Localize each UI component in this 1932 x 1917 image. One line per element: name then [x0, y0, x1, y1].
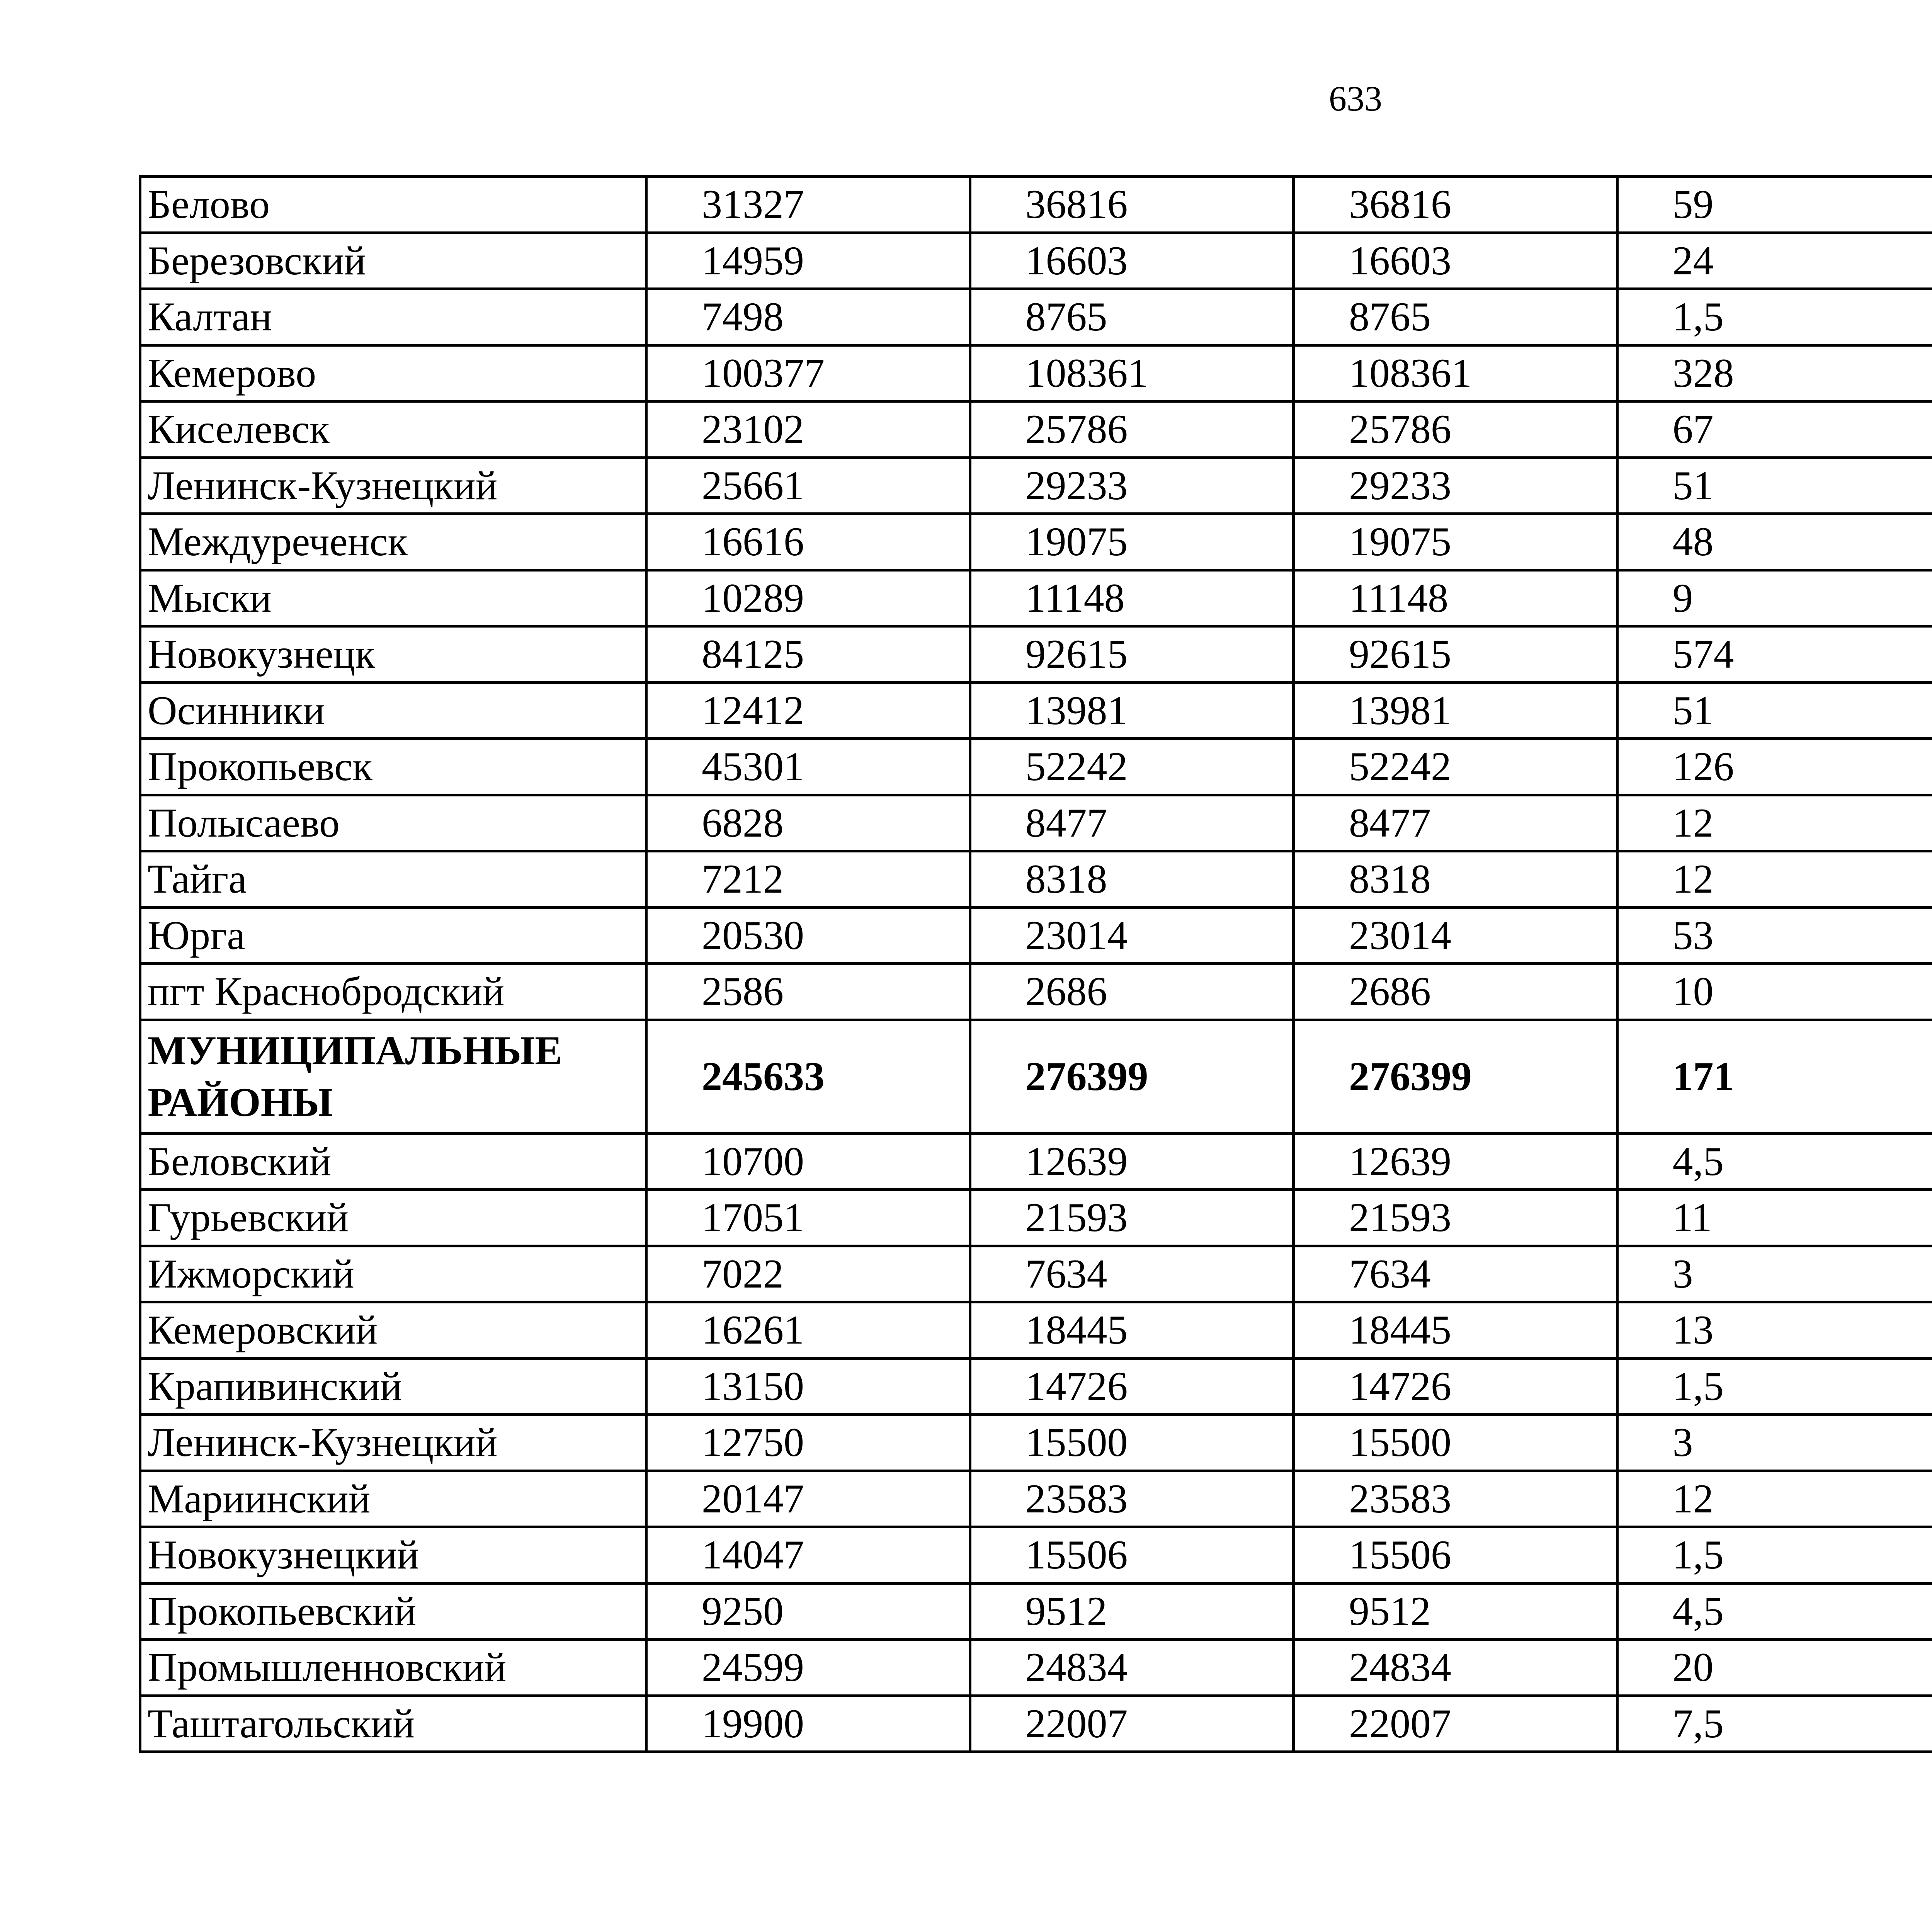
value-cell: 24	[1617, 233, 1932, 289]
row-label: Калтан	[140, 289, 646, 345]
row-label: Тайга	[140, 851, 646, 908]
value-cell: 16616	[646, 514, 970, 570]
value-cell: 14959	[646, 233, 970, 289]
value-cell: 9250	[646, 1583, 970, 1640]
value-cell: 67	[1617, 401, 1932, 458]
value-cell: 10700	[646, 1133, 970, 1190]
value-cell: 17051	[646, 1190, 970, 1246]
value-cell: 16261	[646, 1302, 970, 1359]
value-cell: 7,5	[1617, 1696, 1932, 1752]
value-cell: 13150	[646, 1358, 970, 1415]
value-cell: 52242	[970, 739, 1294, 795]
value-cell: 23583	[970, 1471, 1294, 1527]
value-cell: 171	[1617, 1020, 1932, 1133]
row-label: Кемеровский	[140, 1302, 646, 1359]
value-cell: 23014	[1294, 907, 1617, 964]
value-cell: 13981	[1294, 682, 1617, 739]
value-cell: 12	[1617, 795, 1932, 851]
page-number: 633	[1329, 79, 1382, 118]
value-cell: 22007	[970, 1696, 1294, 1752]
row-label: Ленинск-Кузнецкий	[140, 458, 646, 514]
row-label: пгт Краснобродский	[140, 964, 646, 1020]
value-cell: 24834	[1294, 1640, 1617, 1696]
value-cell: 23102	[646, 401, 970, 458]
value-cell: 16603	[970, 233, 1294, 289]
value-cell: 21593	[970, 1190, 1294, 1246]
row-label: Промышленновский	[140, 1640, 646, 1696]
value-cell: 12750	[646, 1415, 970, 1471]
value-cell: 108361	[1294, 345, 1617, 401]
value-cell: 24599	[646, 1640, 970, 1696]
value-cell: 3	[1617, 1415, 1932, 1471]
value-cell: 29233	[970, 458, 1294, 514]
row-label: Беловский	[140, 1133, 646, 1190]
value-cell: 36816	[970, 177, 1294, 233]
value-cell: 19075	[970, 514, 1294, 570]
value-cell: 1,5	[1617, 1527, 1932, 1584]
value-cell: 15506	[1294, 1527, 1617, 1584]
table-row	[140, 964, 1932, 1020]
value-cell: 25786	[970, 401, 1294, 458]
value-cell: 6828	[646, 795, 970, 851]
row-label: Междуреченск	[140, 514, 646, 570]
value-cell: 52242	[1294, 739, 1617, 795]
value-cell: 10289	[646, 570, 970, 626]
table-row	[140, 177, 1932, 233]
value-cell: 12	[1617, 1471, 1932, 1527]
table-row	[140, 1696, 1932, 1752]
row-label: Киселевск	[140, 401, 646, 458]
value-cell: 3	[1617, 1246, 1932, 1302]
table-row	[140, 1640, 1932, 1696]
value-cell: 84125	[646, 626, 970, 683]
value-cell: 15500	[1294, 1415, 1617, 1471]
table-row	[140, 1358, 1932, 1415]
row-label: Ленинск-Кузнецкий	[140, 1415, 646, 1471]
value-cell: 25786	[1294, 401, 1617, 458]
value-cell: 31327	[646, 177, 970, 233]
row-label: МУНИЦИПАЛЬНЫЕ РАЙОНЫ	[140, 1020, 646, 1133]
value-cell: 7212	[646, 851, 970, 908]
value-cell: 59	[1617, 177, 1932, 233]
table-row	[140, 570, 1932, 626]
value-cell: 92615	[970, 626, 1294, 683]
value-cell: 13981	[970, 682, 1294, 739]
value-cell: 22007	[1294, 1696, 1617, 1752]
data-table	[139, 175, 1932, 1753]
row-label: Юрга	[140, 907, 646, 964]
table-row	[140, 1302, 1932, 1359]
value-cell: 1,5	[1617, 1358, 1932, 1415]
table-row	[140, 514, 1932, 570]
row-label: Белово	[140, 177, 646, 233]
value-cell: 12639	[970, 1133, 1294, 1190]
value-cell: 9512	[1294, 1583, 1617, 1640]
table-row	[140, 289, 1932, 345]
value-cell: 21593	[1294, 1190, 1617, 1246]
table-row	[140, 626, 1932, 683]
value-cell: 8477	[1294, 795, 1617, 851]
row-label: Новокузнецкий	[140, 1527, 646, 1584]
value-cell: 7022	[646, 1246, 970, 1302]
value-cell: 7634	[970, 1246, 1294, 1302]
value-cell: 108361	[970, 345, 1294, 401]
value-cell: 276399	[970, 1020, 1294, 1133]
value-cell: 20	[1617, 1640, 1932, 1696]
value-cell: 19900	[646, 1696, 970, 1752]
table-row	[140, 682, 1932, 739]
value-cell: 7634	[1294, 1246, 1617, 1302]
value-cell: 15500	[970, 1415, 1294, 1471]
value-cell: 574	[1617, 626, 1932, 683]
row-label: Ижморский	[140, 1246, 646, 1302]
table-row	[140, 1527, 1932, 1584]
value-cell: 2686	[970, 964, 1294, 1020]
row-label: Полысаево	[140, 795, 646, 851]
table-row	[140, 345, 1932, 401]
row-label: Березовский	[140, 233, 646, 289]
row-label: Новокузнецк	[140, 626, 646, 683]
value-cell: 45301	[646, 739, 970, 795]
value-cell: 2586	[646, 964, 970, 1020]
value-cell: 12639	[1294, 1133, 1617, 1190]
value-cell: 7498	[646, 289, 970, 345]
value-cell: 126	[1617, 739, 1932, 795]
table-row	[140, 233, 1932, 289]
row-label: Прокопьевск	[140, 739, 646, 795]
value-cell: 8318	[970, 851, 1294, 908]
table-row	[140, 1583, 1932, 1640]
row-label: Мыски	[140, 570, 646, 626]
table-row	[140, 1246, 1932, 1302]
table-row	[140, 401, 1932, 458]
table-row	[140, 1471, 1932, 1527]
row-label: Осинники	[140, 682, 646, 739]
value-cell: 51	[1617, 458, 1932, 514]
value-cell: 8477	[970, 795, 1294, 851]
row-label: Крапивинский	[140, 1358, 646, 1415]
table-row	[140, 851, 1932, 908]
value-cell: 9512	[970, 1583, 1294, 1640]
value-cell: 8765	[1294, 289, 1617, 345]
value-cell: 10	[1617, 964, 1932, 1020]
row-label: Прокопьевский	[140, 1583, 646, 1640]
section-header-row	[140, 1020, 1932, 1133]
value-cell: 4,5	[1617, 1583, 1932, 1640]
value-cell: 29233	[1294, 458, 1617, 514]
value-cell: 53	[1617, 907, 1932, 964]
row-label: Гурьевский	[140, 1190, 646, 1246]
value-cell: 18445	[970, 1302, 1294, 1359]
value-cell: 100377	[646, 345, 970, 401]
value-cell: 36816	[1294, 177, 1617, 233]
row-label: Кемерово	[140, 345, 646, 401]
value-cell: 328	[1617, 345, 1932, 401]
table-row	[140, 1190, 1932, 1246]
value-cell: 12412	[646, 682, 970, 739]
value-cell: 20530	[646, 907, 970, 964]
value-cell: 8318	[1294, 851, 1617, 908]
value-cell: 51	[1617, 682, 1932, 739]
value-cell: 12	[1617, 851, 1932, 908]
value-cell: 24834	[970, 1640, 1294, 1696]
table-row	[140, 907, 1932, 964]
table-row	[140, 795, 1932, 851]
value-cell: 16603	[1294, 233, 1617, 289]
value-cell: 14726	[1294, 1358, 1617, 1415]
value-cell: 1,5	[1617, 289, 1932, 345]
value-cell: 14047	[646, 1527, 970, 1584]
value-cell: 13	[1617, 1302, 1932, 1359]
table-row	[140, 458, 1932, 514]
value-cell: 2686	[1294, 964, 1617, 1020]
table-body	[140, 177, 1932, 1752]
value-cell: 11	[1617, 1190, 1932, 1246]
value-cell: 18445	[1294, 1302, 1617, 1359]
value-cell: 276399	[1294, 1020, 1617, 1133]
value-cell: 11148	[1294, 570, 1617, 626]
value-cell: 23014	[970, 907, 1294, 964]
value-cell: 14726	[970, 1358, 1294, 1415]
value-cell: 48	[1617, 514, 1932, 570]
row-label: Таштагольский	[140, 1696, 646, 1752]
table-row	[140, 1133, 1932, 1190]
value-cell: 25661	[646, 458, 970, 514]
value-cell: 11148	[970, 570, 1294, 626]
value-cell: 9	[1617, 570, 1932, 626]
value-cell: 19075	[1294, 514, 1617, 570]
value-cell: 15506	[970, 1527, 1294, 1584]
value-cell: 4,5	[1617, 1133, 1932, 1190]
table-row	[140, 739, 1932, 795]
value-cell: 23583	[1294, 1471, 1617, 1527]
value-cell: 20147	[646, 1471, 970, 1527]
table-row	[140, 1415, 1932, 1471]
value-cell: 8765	[970, 289, 1294, 345]
value-cell: 92615	[1294, 626, 1617, 683]
row-label: Мариинский	[140, 1471, 646, 1527]
value-cell: 245633	[646, 1020, 970, 1133]
